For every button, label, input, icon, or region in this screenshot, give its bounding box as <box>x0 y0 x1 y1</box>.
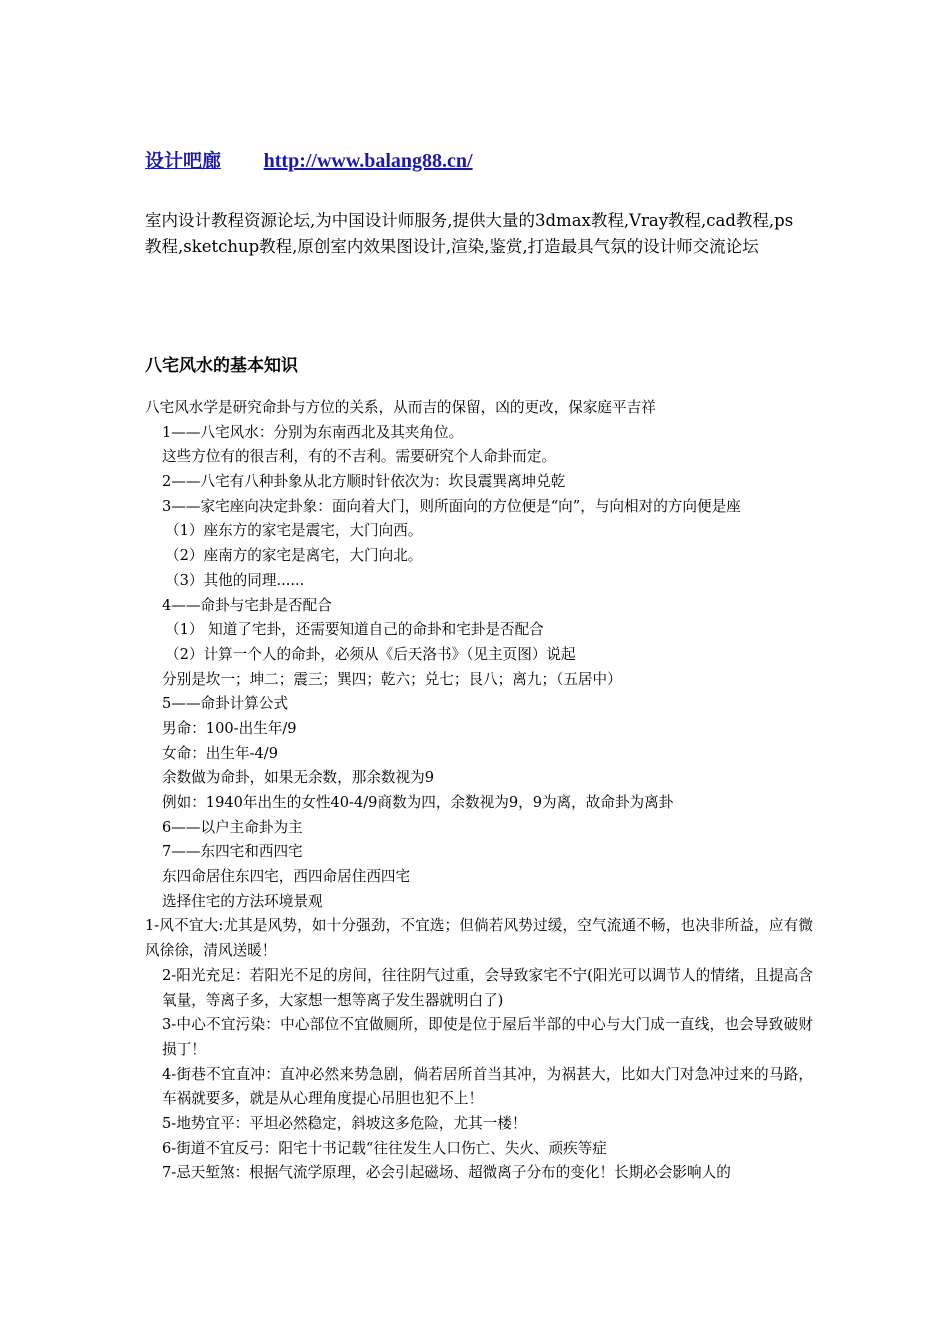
article-line: 4——命卦与宅卦是否配合 <box>162 596 332 614</box>
article-line: 选择住宅的方法环境景观 <box>162 892 323 910</box>
article-line: 2——八宅有八种卦象从北方顺时针依次为：坎艮震巽离坤兑乾 <box>162 473 566 491</box>
article-line: 5——命卦计算公式 <box>162 695 289 713</box>
article-line: 7-忌天堑煞：根据气流学原理，必会引起磁场、超微离子分布的变化！长期必会影响人的 <box>162 1164 731 1182</box>
article-line: （3）其他的同理...... <box>165 571 305 589</box>
article-line: 4-街巷不宜直冲：直冲必然来势急剧，倘若居所首当其冲，为祸甚大，比如大门对急冲过来的马路，车祸就要多，就是从心理角度提心吊胆也犯不上！ <box>162 1065 813 1108</box>
article-line: 女命：出生年-4/9 <box>162 744 278 762</box>
site-url-link[interactable]: http://www.balang88.cn/ <box>263 150 473 172</box>
article-line: （2）座南方的家宅是离宅，大门向北。 <box>165 547 423 565</box>
article-line: 6——以户主命卦为主 <box>162 818 303 836</box>
article-line: 1-风不宜大:尤其是风势，如十分强劲，不宜选；但倘若风势过缓，空气流通不畅，也决非所益，应有微风徐徐，清风送暖！ <box>145 917 813 960</box>
article-line: 分别是坎一；坤二；震三；巽四；乾六；兑七；艮八；离九；（五居中） <box>162 670 622 688</box>
site-header <box>145 146 473 173</box>
article-line: （2）计算一个人的命卦，必须从《后天洛书》（见主页图）说起 <box>165 645 576 663</box>
site-name-link[interactable]: 设计吧廊 <box>145 150 222 172</box>
article-line: 5-地势宜平：平坦必然稳定，斜坡这多危险，尤其一楼！ <box>162 1115 527 1133</box>
article-line: 3-中心不宜污染：中心部位不宜做厕所，即使是位于屋后半部的中心与大门成一直线，也会导致破财损丁！ <box>162 1016 813 1058</box>
article-line: 这些方位有的很吉利，有的不吉利。需要研究个人命卦而定。 <box>162 448 557 466</box>
article-line: 八宅风水学是研究命卦与方位的关系，从而吉的保留，凶的更改，保家庭平吉祥 <box>145 399 656 416</box>
article-line: 男命：100-出生年/9 <box>162 719 297 737</box>
article-line: 7——东四宅和西四宅 <box>162 843 303 861</box>
article-line: 3——家宅座向决定卦象：面向着大门，则所面向的方位便是“向”，与向相对的方向便是座 <box>162 497 741 515</box>
article-line: 例如：1940年出生的女性40-4/9商数为四，余数视为9，9为离，故命卦为离卦 <box>162 794 674 812</box>
article-body <box>145 396 813 1186</box>
article-line: 1——八宅风水：分别为东南西北及其夹角位。 <box>162 423 464 441</box>
article-line: 6-街道不宜反弓：阳宅十书记载“往往发生人口伤亡、失火、顽疾等症 <box>162 1139 607 1157</box>
article-line: 东四命居住东四宅，西四命居住西四宅 <box>162 868 411 886</box>
article-line: 2-阳光充足：若阳光不足的房间，往往阴气过重，会导致家宅不宁(阳光可以调节人的情绪，且提高含氧量，等离子多，大家想一想等离子发生器就明白了) <box>162 966 813 1009</box>
article-line: （1）座东方的家宅是震宅，大门向西。 <box>165 522 423 540</box>
article-line: （1） 知道了宅卦，还需要知道自己的命卦和宅卦是否配合 <box>165 621 544 639</box>
article-line: 余数做为命卦，如果无余数，那余数视为9 <box>162 769 434 787</box>
site-intro: 室内设计教程资源论坛,为中国设计师服务,提供大量的3dmax教程,Vray教程,cad教程,ps教程,sketchup教程,原创室内效果图设计,渲染,鉴赏,打造最具气氛的设计师交流论坛 <box>145 211 794 256</box>
article-title: 八宅风水的基本知识 <box>145 356 298 376</box>
